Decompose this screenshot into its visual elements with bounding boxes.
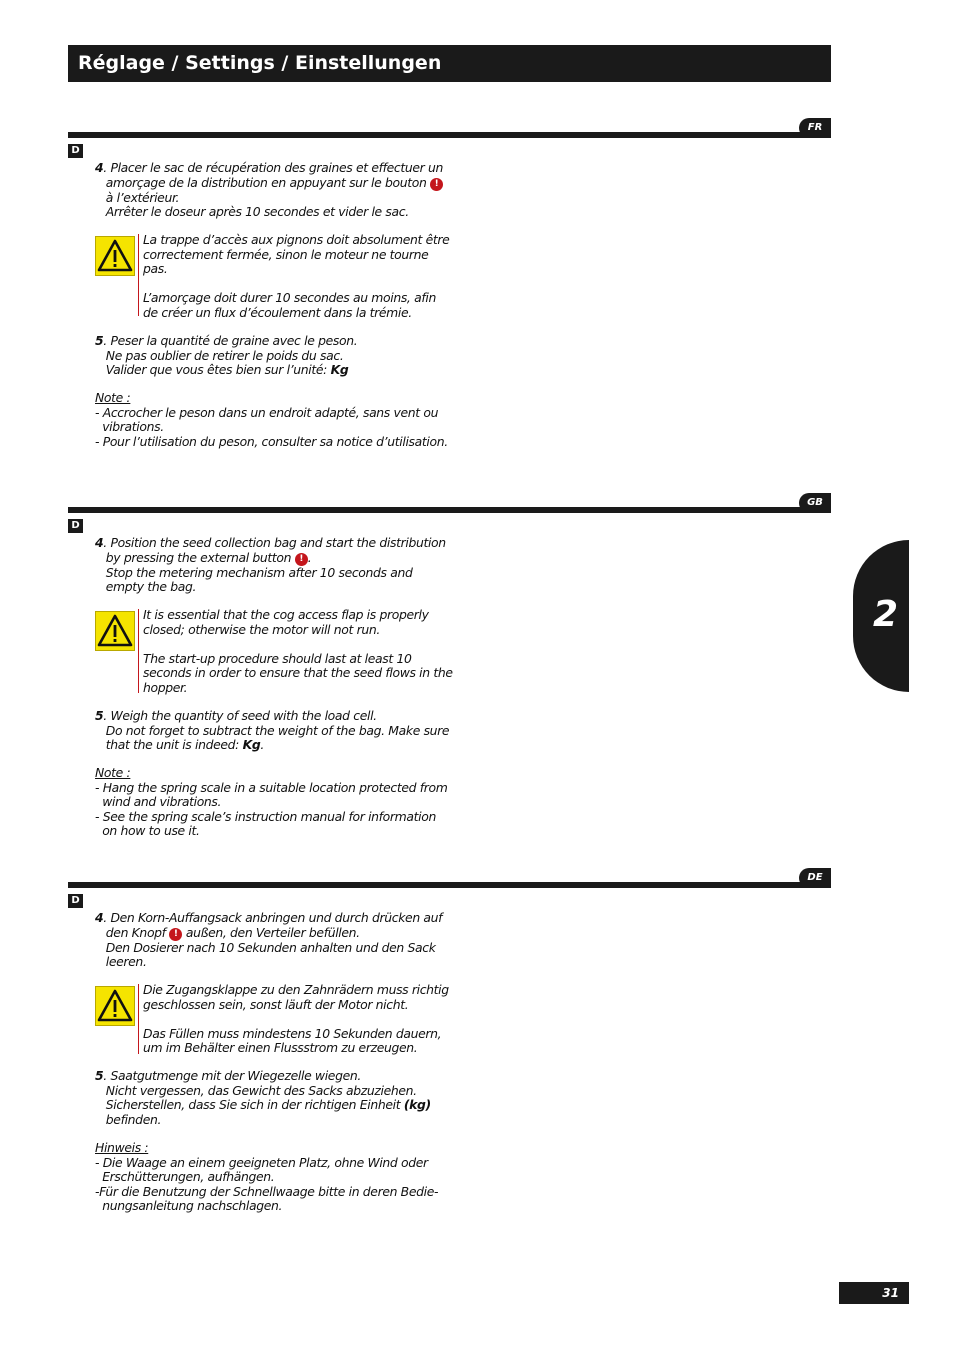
gb-note: Note : - Hang the spring scale in a suitable location protected from wind and vibrations. - See the spring scale’s instruction manual for information on how to use it. bbox=[95, 765, 448, 839]
lang-tab-de: DE bbox=[799, 868, 831, 888]
gb-step4: 4. Position the seed collection bag and start the distribution by pressing the external button ! . Stop the metering mechanism after 10 seconds and empty the bag. bbox=[95, 535, 446, 595]
lang-tab-gb: GB bbox=[799, 493, 831, 513]
de-note: Hinweis : - Die Waage an einem geeigneten Platz, ohne Wind oder Erschütterungen, aufhängen. -Für die Benutzung der Schnellwaage bitte in deren Bedie- nungsanleitung nachschlagen. bbox=[95, 1140, 439, 1214]
section-rule bbox=[68, 507, 831, 513]
page-header bbox=[68, 45, 831, 82]
d-label: D bbox=[68, 519, 83, 533]
chapter-tab bbox=[853, 540, 909, 692]
red-button-marker-icon: ! bbox=[169, 928, 182, 941]
de-step5: 5. Saatgutmenge mit der Wiegezelle wiegen. Nicht vergessen, das Gewicht des Sacks abzuziehen. Sicherstellen, dass Sie sich in der richtigen Einheit (kg) befinden. bbox=[95, 1068, 431, 1127]
gb-warning-text: It is essential that the cog access flap is properly closed; otherwise the motor will not run. The start-up procedure should last at least 10 seconds in order to ensure that the seed flows in the hopper. bbox=[143, 607, 453, 695]
gb-step5: 5. Weigh the quantity of seed with the load cell. Do not forget to subtract the weight of the bag. Make sure that the unit is indeed: Kg. bbox=[95, 708, 450, 753]
fr-step5: 5. Peser la quantité de graine avec le peson. Ne pas oublier de retirer le poids du sac. Valider que vous êtes bien sur l’unité: Kg bbox=[95, 333, 358, 378]
d-label: D bbox=[68, 144, 83, 158]
page-title: Réglage / Settings / Einstellungen bbox=[78, 52, 442, 74]
section-rule bbox=[68, 132, 831, 138]
warning-triangle-icon bbox=[95, 611, 135, 651]
red-button-marker-icon: ! bbox=[430, 178, 443, 191]
fr-note: Note : - Accrocher le peson dans un endroit adapté, sans vent ou vibrations. - Pour l’utilisation du peson, consulter sa notice d’utilisation. bbox=[95, 390, 448, 449]
warning-bar bbox=[138, 234, 139, 316]
warning-triangle-icon bbox=[95, 986, 135, 1026]
de-step4: 4. Den Korn-Auffangsack anbringen und durch drücken auf den Knopf ! außen, den Verteiler befüllen. Den Dosierer nach 10 Sekunden anhalten und den Sack leeren. bbox=[95, 910, 443, 970]
lang-tab-fr: FR bbox=[799, 118, 831, 138]
section-rule bbox=[68, 882, 831, 888]
chapter-number: 2 bbox=[873, 594, 899, 635]
warning-triangle-icon bbox=[95, 236, 135, 276]
red-button-marker-icon: ! bbox=[295, 553, 308, 566]
fr-warning-text: La trappe d’accès aux pignons doit absolument être correctement fermée, sinon le moteur ne tourne pas. L’amorçage doit durer 10 secondes au moins, afin de créer un flux d’écoulement dans la trémie. bbox=[143, 232, 450, 320]
de-warning-text: Die Zugangsklappe zu den Zahnrädern muss richtig geschlossen sein, sonst läuft der Motor nicht. Das Füllen muss mindestens 10 Sekunden dauern, um im Behälter einen Flussstrom zu erzeugen. bbox=[143, 982, 449, 1056]
d-label: D bbox=[68, 894, 83, 908]
fr-step4: 4. Placer le sac de récupération des graines et effectuer un amorçage de la distribution en appuyant sur le bouton ! à l’extérieur. Arrêter le doseur après 10 secondes et vider le sac. bbox=[95, 160, 443, 220]
warning-bar bbox=[138, 609, 139, 693]
warning-bar bbox=[138, 984, 139, 1054]
page-number: 31 bbox=[839, 1282, 909, 1304]
